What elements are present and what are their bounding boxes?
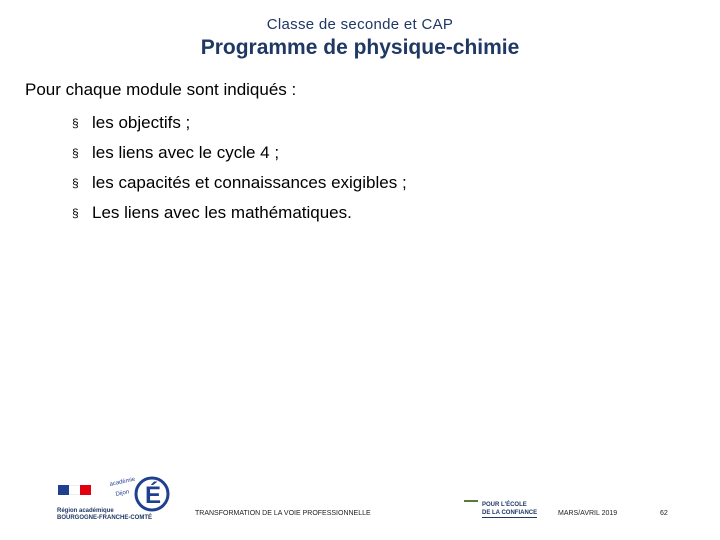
list-item: [72, 168, 407, 198]
list-item: [72, 198, 407, 228]
ecole-confiance-logo: POUR L'ÉCOLE DE LA CONFIANCE: [482, 502, 538, 516]
bullet-text: Les liens avec les mathématiques.: [92, 203, 352, 222]
bullet-icon: §: [72, 146, 79, 160]
bullet-text: les capacités et connaissances exigibles ;: [92, 173, 407, 192]
region-name: Région académique BOURGOGNE-FRANCHE-COMTÉ: [57, 508, 152, 521]
slide-title: Programme de physique-chimie: [200, 36, 520, 59]
svg-text:Dijon: Dijon: [115, 489, 130, 498]
intro-text: Pour chaque module sont indiqués :: [25, 80, 297, 99]
bullet-list: [72, 108, 407, 228]
bullet-icon: §: [72, 206, 79, 220]
bullet-icon: §: [72, 116, 79, 130]
academie-dijon-logo-icon: [108, 470, 170, 514]
list-item: [72, 138, 407, 168]
bullet-text: les liens avec le cycle 4 ;: [92, 143, 280, 162]
footer-title: TRANSFORMATION DE LA VOIE PROFESSIONNELLE: [195, 510, 371, 517]
bullet-text: les objectifs ;: [92, 113, 191, 132]
republique-logo-icon: [58, 485, 92, 499]
svg-text:académie: académie: [109, 476, 136, 488]
bullet-icon: §: [72, 176, 79, 190]
list-item: [72, 108, 407, 138]
page-number: 62: [660, 510, 668, 517]
slide-subtitle: Classe de seconde et CAP: [266, 16, 454, 33]
footer-date: MARS/AVRIL 2019: [558, 510, 618, 517]
svg-text:É: É: [145, 482, 162, 509]
ecole-accent-icon: [464, 500, 478, 502]
